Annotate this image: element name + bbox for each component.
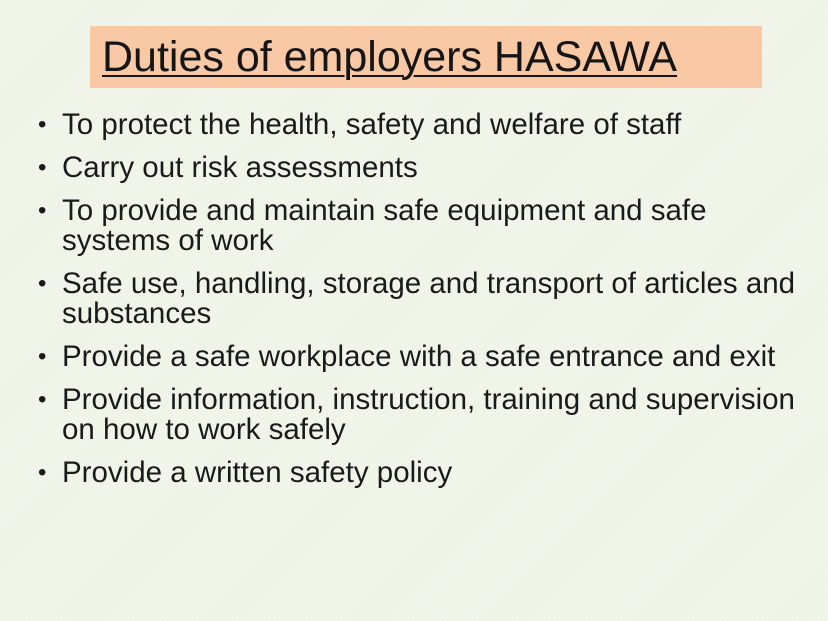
bullet-text: Provide information, instruction, training and supervision on how to work safely [62, 383, 795, 446]
bullet-item [38, 342, 808, 372]
bullet-text: Provide a safe workplace with a safe entrance and exit [62, 340, 776, 373]
bullet-item [38, 269, 808, 329]
bullet-dot-icon: • [38, 111, 47, 138]
bullet-dot-icon: • [38, 154, 47, 181]
bullet-text: Safe use, handling, storage and transport of articles and substances [62, 267, 796, 330]
bullet-text: Carry out risk assessments [62, 151, 418, 184]
bullet-text: To provide and maintain safe equipment and safe systems of work [62, 194, 707, 257]
bullet-list [38, 110, 808, 501]
bullet-dot-icon: • [38, 386, 47, 413]
bullet-item [38, 385, 808, 445]
bullet-item [38, 196, 808, 256]
bullet-item [38, 110, 808, 140]
title-box [90, 26, 762, 88]
bullet-text: To protect the health, safety and welfare of staff [62, 108, 682, 141]
bullet-item [38, 153, 808, 183]
bullet-dot-icon: • [38, 343, 47, 370]
bullet-dot-icon: • [38, 197, 47, 224]
bullet-item [38, 458, 808, 488]
bullet-dot-icon: • [38, 459, 47, 486]
bullet-dot-icon: • [38, 270, 47, 297]
slide-title: Duties of employers HASAWA [102, 33, 678, 81]
bullet-text: Provide a written safety policy [62, 456, 453, 489]
